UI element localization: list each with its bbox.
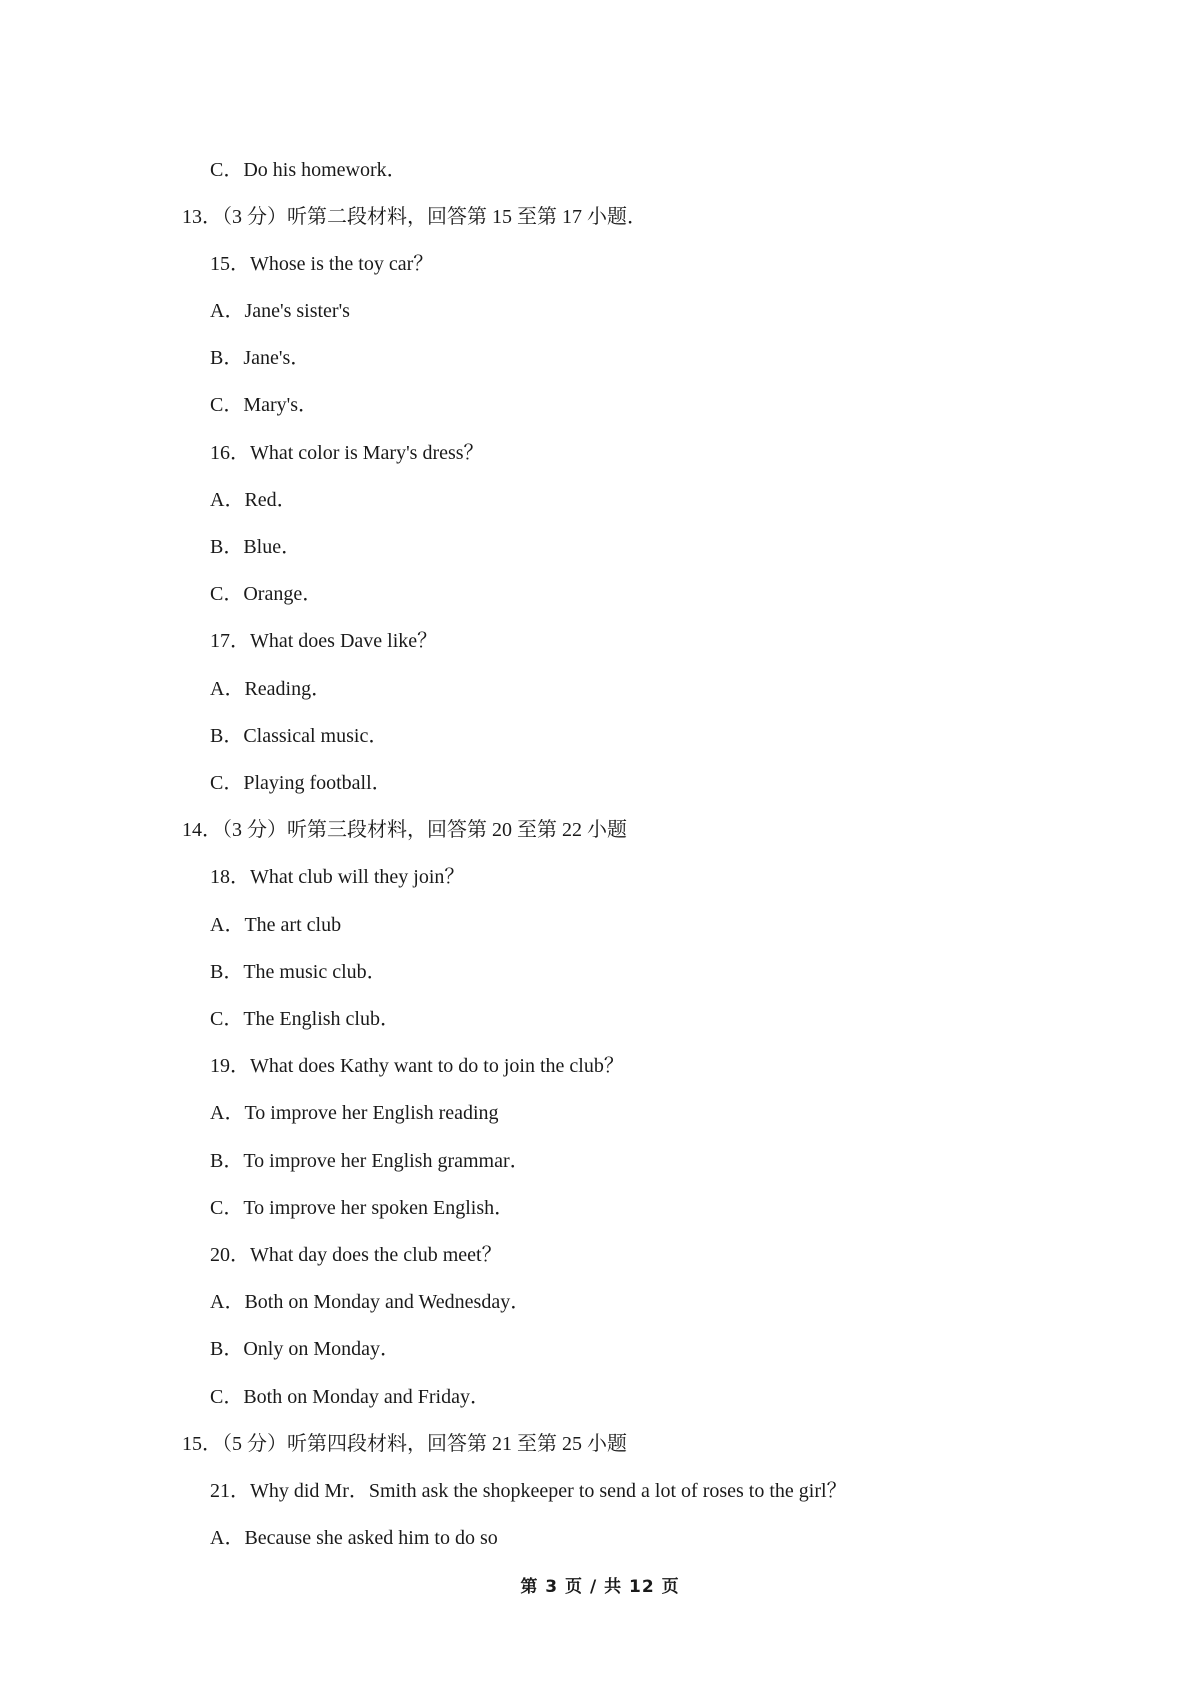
section-heading-15: 15．（5 分）听第四段材料，回答第 21 至第 25 小题: [182, 1433, 627, 1455]
option-a: A．Red．: [210, 489, 297, 511]
option-b: B．The music club．: [210, 961, 387, 983]
option-c: C．The English club．: [210, 1008, 400, 1030]
option-a: A．Because she asked him to do so: [210, 1527, 498, 1549]
section-heading-13: 13．（3 分）听第二段材料，回答第 15 至第 17 小题．: [182, 206, 647, 228]
question-20: 20．What day does the club meet？: [210, 1244, 502, 1266]
option-c: C．To improve her spoken English．: [210, 1197, 515, 1219]
option-c: C．Mary's．: [210, 394, 319, 416]
option-b: B．Classical music．: [210, 725, 389, 747]
option-c: C．Orange．: [210, 583, 323, 605]
option-b: B．Blue．: [210, 536, 302, 558]
question-17: 17．What does Dave like？: [210, 630, 438, 652]
option-b: B．Only on Monday．: [210, 1338, 400, 1360]
option-a: A．Reading．: [210, 678, 332, 700]
question-16: 16．What color is Mary's dress？: [210, 442, 484, 464]
question-21: 21．Why did Mr．Smith ask the shopkeeper to send a lot of roses to the girl？: [210, 1480, 847, 1502]
question-19: 19．What does Kathy want to do to join the club？: [210, 1055, 624, 1077]
option-c: C．Both on Monday and Friday．: [210, 1386, 490, 1408]
option-b: B．Jane's．: [210, 347, 311, 369]
option-c: C．Playing football．: [210, 772, 392, 794]
option-a: A．Both on Monday and Wednesday．: [210, 1291, 531, 1313]
question-15: 15．Whose is the toy car？: [210, 253, 434, 275]
option-a: A．To improve her English reading: [210, 1102, 499, 1124]
question-18: 18．What club will they join？: [210, 866, 465, 888]
option-c: C．Do his homework．: [210, 159, 407, 181]
option-a: A．Jane's sister's: [210, 300, 350, 322]
option-a: A．The art club: [210, 914, 342, 936]
option-b: B．To improve her English grammar．: [210, 1150, 530, 1172]
section-heading-14: 14．（3 分）听第三段材料，回答第 20 至第 22 小题: [182, 819, 627, 841]
page-footer: 第 3 页 / 共 12 页: [520, 1577, 680, 1597]
